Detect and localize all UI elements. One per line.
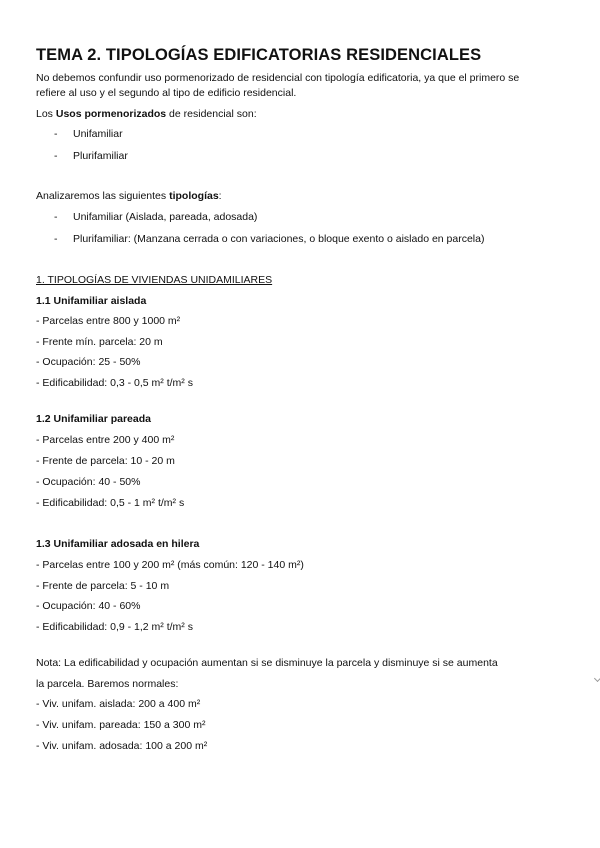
- intro-line-1: No debemos confundir uso pormenorizado de residencial con tipología edificatoria, ya que el primero se: [36, 72, 520, 84]
- nota-line-2: la parcela. Baremos normales:: [36, 678, 179, 690]
- tipologias-item: Plurifamiliar: (Manzana cerrada o con variaciones, o bloque exento o aislado en parcela): [73, 233, 485, 245]
- usos-intro: [36, 107, 257, 121]
- spec-line: - Frente de parcela: 10 - 20 m: [36, 455, 175, 467]
- subsection-1-2-heading: 1.2 Unifamiliar pareada: [36, 413, 151, 425]
- spec-line: - Ocupación: 40 - 50%: [36, 476, 141, 488]
- spec-line: - Parcelas entre 800 y 1000 m²: [36, 315, 181, 327]
- tipologias-suffix: :: [218, 190, 222, 202]
- spec-line: - Frente mín. parcela: 20 m: [36, 336, 163, 348]
- usos-item: Unifamiliar: [73, 128, 123, 140]
- spec-line: - Parcelas entre 200 y 400 m²: [36, 434, 175, 446]
- usos-prefix: Los: [36, 108, 56, 120]
- intro-line-2: refiere al uso y el segundo al tipo de edificio residencial.: [36, 87, 297, 99]
- tipologias-intro: [36, 189, 222, 203]
- bullet-dash: -: [54, 128, 58, 140]
- usos-item: Plurifamiliar: [73, 150, 128, 162]
- spec-line: - Frente de parcela: 5 - 10 m: [36, 580, 170, 592]
- usos-bold: Usos pormenorizados: [55, 108, 167, 120]
- spec-line: - Edificabilidad: 0,9 - 1,2 m² t/m² s: [36, 621, 193, 633]
- nota-line-1: Nota: La edificabilidad y ocupación aumentan si se disminuye la parcela y disminuye si se aumenta: [36, 657, 498, 669]
- spec-line: - Ocupación: 25 - 50%: [36, 356, 141, 368]
- usos-suffix: de residencial son:: [166, 108, 257, 120]
- spec-line: - Parcelas entre 100 y 200 m² (más común: 120 - 140 m²): [36, 559, 304, 571]
- tipologias-bold: tipologías: [169, 190, 219, 202]
- nota-item: - Viv. unifam. pareada: 150 a 300 m²: [36, 719, 206, 731]
- subsection-1-1-heading: 1.1 Unifamiliar aislada: [36, 295, 147, 307]
- tipologias-prefix: Analizaremos las siguientes: [36, 190, 170, 202]
- bullet-dash: -: [54, 233, 58, 245]
- page-title: TEMA 2. TIPOLOGÍAS EDIFICATORIAS RESIDENCIALES: [36, 46, 482, 64]
- subsection-1-3-heading: 1.3 Unifamiliar adosada en hilera: [36, 538, 200, 550]
- nota-item: - Viv. unifam. aislada: 200 a 400 m²: [36, 698, 201, 710]
- bullet-dash: -: [54, 211, 58, 223]
- tipologias-item: Unifamiliar (Aislada, pareada, adosada): [73, 211, 258, 223]
- spec-line: - Ocupación: 40 - 60%: [36, 600, 141, 612]
- spec-line: - Edificabilidad: 0,3 - 0,5 m² t/m² s: [36, 377, 193, 389]
- nota-item: - Viv. unifam. adosada: 100 a 200 m²: [36, 740, 208, 752]
- section-1-heading: 1. TIPOLOGÍAS DE VIVIENDAS UNIDAMILIARES: [36, 274, 273, 286]
- edge-chevron-icon: [594, 675, 600, 682]
- bullet-dash: -: [54, 150, 58, 162]
- spec-line: - Edificabilidad: 0,5 - 1 m² t/m² s: [36, 497, 185, 509]
